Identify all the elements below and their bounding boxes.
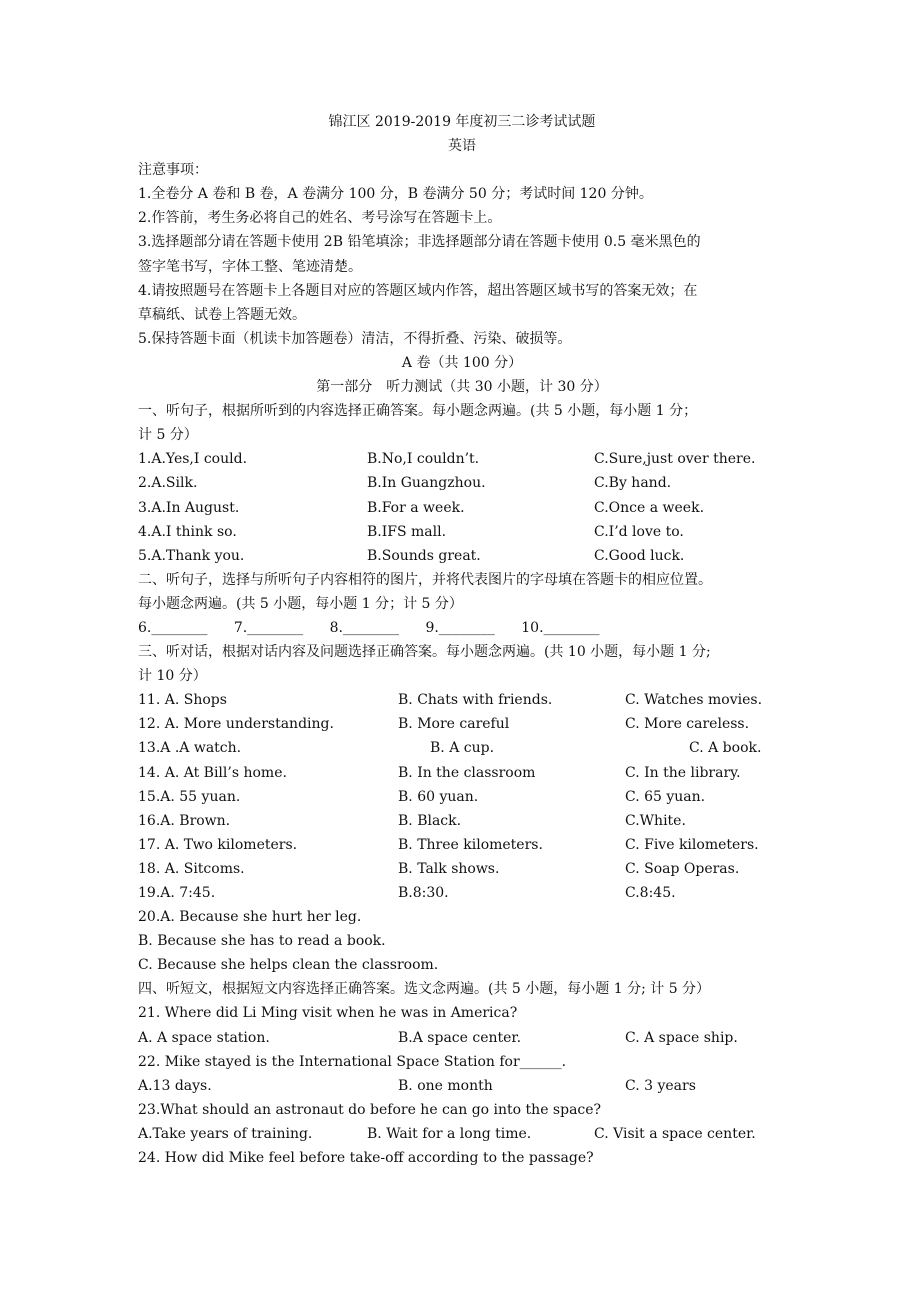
- option-c: C. Watches movies.: [625, 692, 763, 709]
- sec2-instruction-cont: 每小题念两遍。(共 5 小题，每小题 1 分；计 5 分）: [138, 595, 463, 612]
- option-b: B. Chats with friends.: [398, 692, 553, 709]
- sec4-instruction: 四、听短文，根据短文内容选择正确答案。选文念两遍。(共 5 小题，每小题 1 分; 计 5 分）: [138, 981, 711, 998]
- option-b: B. one month: [398, 1077, 493, 1094]
- option-c: C.Once a week.: [594, 499, 705, 516]
- q20-option-b: B. Because she has to read a book.: [138, 933, 386, 950]
- option-c: C.8:45.: [625, 885, 676, 901]
- option-c: C. More careless.: [625, 716, 750, 733]
- sec2-instruction: 二、听句子，选择与所听句子内容相符的图片，并将代表图片的字母填在答题卡的相应位置。: [138, 571, 712, 588]
- question-row: [138, 1122, 786, 1146]
- question-row: [138, 1074, 786, 1098]
- option-c: C. 65 yuan.: [625, 788, 706, 805]
- sec3-instruction: 三、听对话，根据对话内容及问题选择正确答案。每小题念两遍。(共 10 小题，每小题 1 分;: [138, 644, 711, 661]
- option-b: B. 60 yuan.: [398, 788, 479, 805]
- exam-title: 锦江区 2019-2019 年度初三二诊考试试题: [328, 114, 596, 130]
- option-c: C. Five kilometers.: [625, 836, 759, 853]
- option-c: C. In the library.: [625, 764, 741, 781]
- notes-heading: 注意事项：: [138, 162, 208, 179]
- option-b: B. Talk shows.: [398, 860, 500, 877]
- option-c: C.Good luck.: [594, 547, 685, 564]
- option-b: B. More careful: [398, 716, 510, 733]
- option-a: 3.A.In August.: [138, 499, 240, 516]
- option-b: B.For a week.: [367, 499, 465, 516]
- exam-page: [138, 110, 786, 1170]
- q21-text: 21. Where did Li Ming visit when he was in America?: [138, 1005, 518, 1022]
- option-a: A. A space station.: [138, 1029, 270, 1046]
- option-b: B.A space center.: [398, 1029, 522, 1046]
- option-b: B.8:30.: [398, 885, 449, 901]
- answer-blank: 6.________: [138, 619, 208, 636]
- part1-heading: 第一部分 听力测试（共 30 小题，计 30 分）: [316, 379, 608, 396]
- option-a: 19.A. 7:45.: [138, 885, 216, 901]
- option-a: 4.A.I think so.: [138, 523, 237, 540]
- option-a: 17. A. Two kilometers.: [138, 836, 298, 853]
- option-b: B. Black.: [398, 812, 462, 829]
- option-c: C. Soap Operas.: [625, 860, 740, 877]
- option-b: B. Wait for a long time.: [367, 1125, 532, 1142]
- option-c: C. A space ship.: [625, 1029, 738, 1046]
- note-line: 签字笔书写，字体工整、笔迹清楚。: [138, 258, 362, 275]
- question-row: [138, 496, 786, 520]
- note-line: 1.全卷分 A 卷和 B 卷，A 卷满分 100 分，B 卷满分 50 分；考试时间 120 分钟。: [138, 186, 653, 203]
- option-b: B. In the classroom: [398, 764, 536, 781]
- option-a: 14. A. At Bill’s home.: [138, 764, 287, 781]
- option-b: B.In Guangzhou.: [367, 475, 486, 492]
- q23-text: 23.What should an astronaut do before he can go into the space?: [138, 1101, 602, 1118]
- question-row: [138, 761, 786, 785]
- option-c: C.By hand.: [594, 475, 672, 492]
- option-c: C. A book.: [689, 740, 762, 757]
- option-c: C.Sure,just over there.: [594, 451, 756, 468]
- option-c: C.White.: [625, 812, 686, 829]
- question-row: [138, 809, 786, 833]
- question-row: [138, 881, 786, 905]
- option-a: 16.A. Brown.: [138, 812, 231, 829]
- question-row: [138, 471, 786, 495]
- question-row: [138, 544, 786, 568]
- option-a: 12. A. More understanding.: [138, 716, 334, 733]
- note-line: 3.选择题部分请在答题卡使用 2B 铅笔填涂；非选择题部分请在答题卡使用 0.5 毫米黑色的: [138, 234, 701, 251]
- question-row: [138, 447, 786, 471]
- option-a: 11. A. Shops: [138, 692, 227, 709]
- question-row: [138, 785, 786, 809]
- q20-option-c: C. Because she helps clean the classroom.: [138, 957, 439, 974]
- q20-option-a: 20.A. Because she hurt her leg.: [138, 909, 362, 926]
- option-b: B.IFS mall.: [367, 523, 447, 540]
- option-a: 2.A.Silk.: [138, 475, 198, 492]
- exam-subject: 英语: [448, 138, 476, 155]
- note-line: 2.作答前，考生务必将自己的姓名、考号涂写在答题卡上。: [138, 210, 502, 227]
- option-a: 18. A. Sitcoms.: [138, 860, 245, 877]
- question-row: [138, 520, 786, 544]
- answer-blanks-row: [138, 616, 786, 640]
- question-row: [138, 712, 786, 736]
- option-b: B. A cup.: [430, 740, 495, 757]
- note-line: 4.请按照题号在答题卡上各题目对应的答题区域内作答，超出答题区域书写的答案无效；在: [138, 282, 698, 299]
- option-c: C.I’d love to.: [594, 523, 684, 540]
- q22-text: 22. Mike stayed is the International Space Station for______.: [138, 1053, 567, 1070]
- answer-blank: 10.________: [521, 619, 600, 636]
- option-c: C. 3 years: [625, 1077, 696, 1094]
- option-a: 13.A .A watch.: [138, 740, 242, 757]
- option-b: B.Sounds great.: [367, 547, 481, 564]
- question-row: [138, 688, 786, 712]
- sec1-instruction-cont: 计 5 分）: [138, 427, 198, 444]
- option-b: B.No,I couldn’t.: [367, 451, 480, 468]
- answer-blank: 9.________: [425, 619, 495, 636]
- answer-blank: 8.________: [329, 619, 399, 636]
- sec1-instruction: 一、听句子，根据所听到的内容选择正确答案。每小题念两遍。(共 5 小题，每小题 1 分；: [138, 403, 698, 420]
- note-line: 5.保持答题卡面（机读卡加答题卷）清洁，不得折叠、污染、破损等。: [138, 330, 572, 347]
- question-row: [138, 857, 786, 881]
- section-a-heading: A 卷（共 100 分）: [401, 354, 523, 371]
- answer-blank: 7.________: [233, 619, 304, 636]
- option-a: 15.A. 55 yuan.: [138, 788, 241, 805]
- note-line: 草稿纸、试卷上答题无效。: [138, 306, 306, 323]
- q24-text: 24. How did Mike feel before take-off according to the passage?: [138, 1150, 594, 1167]
- sec3-instruction-cont: 计 10 分）: [138, 668, 207, 685]
- option-a: A.Take years of training.: [138, 1125, 313, 1142]
- option-b: B. Three kilometers.: [398, 836, 543, 853]
- option-a: 5.A.Thank you.: [138, 547, 245, 564]
- option-a: A.13 days.: [138, 1077, 212, 1094]
- option-c: C. Visit a space center.: [594, 1125, 756, 1142]
- option-a: 1.A.Yes,I could.: [138, 451, 248, 468]
- question-row: [138, 833, 786, 857]
- question-row: [138, 1026, 786, 1050]
- question-row: [138, 736, 786, 760]
